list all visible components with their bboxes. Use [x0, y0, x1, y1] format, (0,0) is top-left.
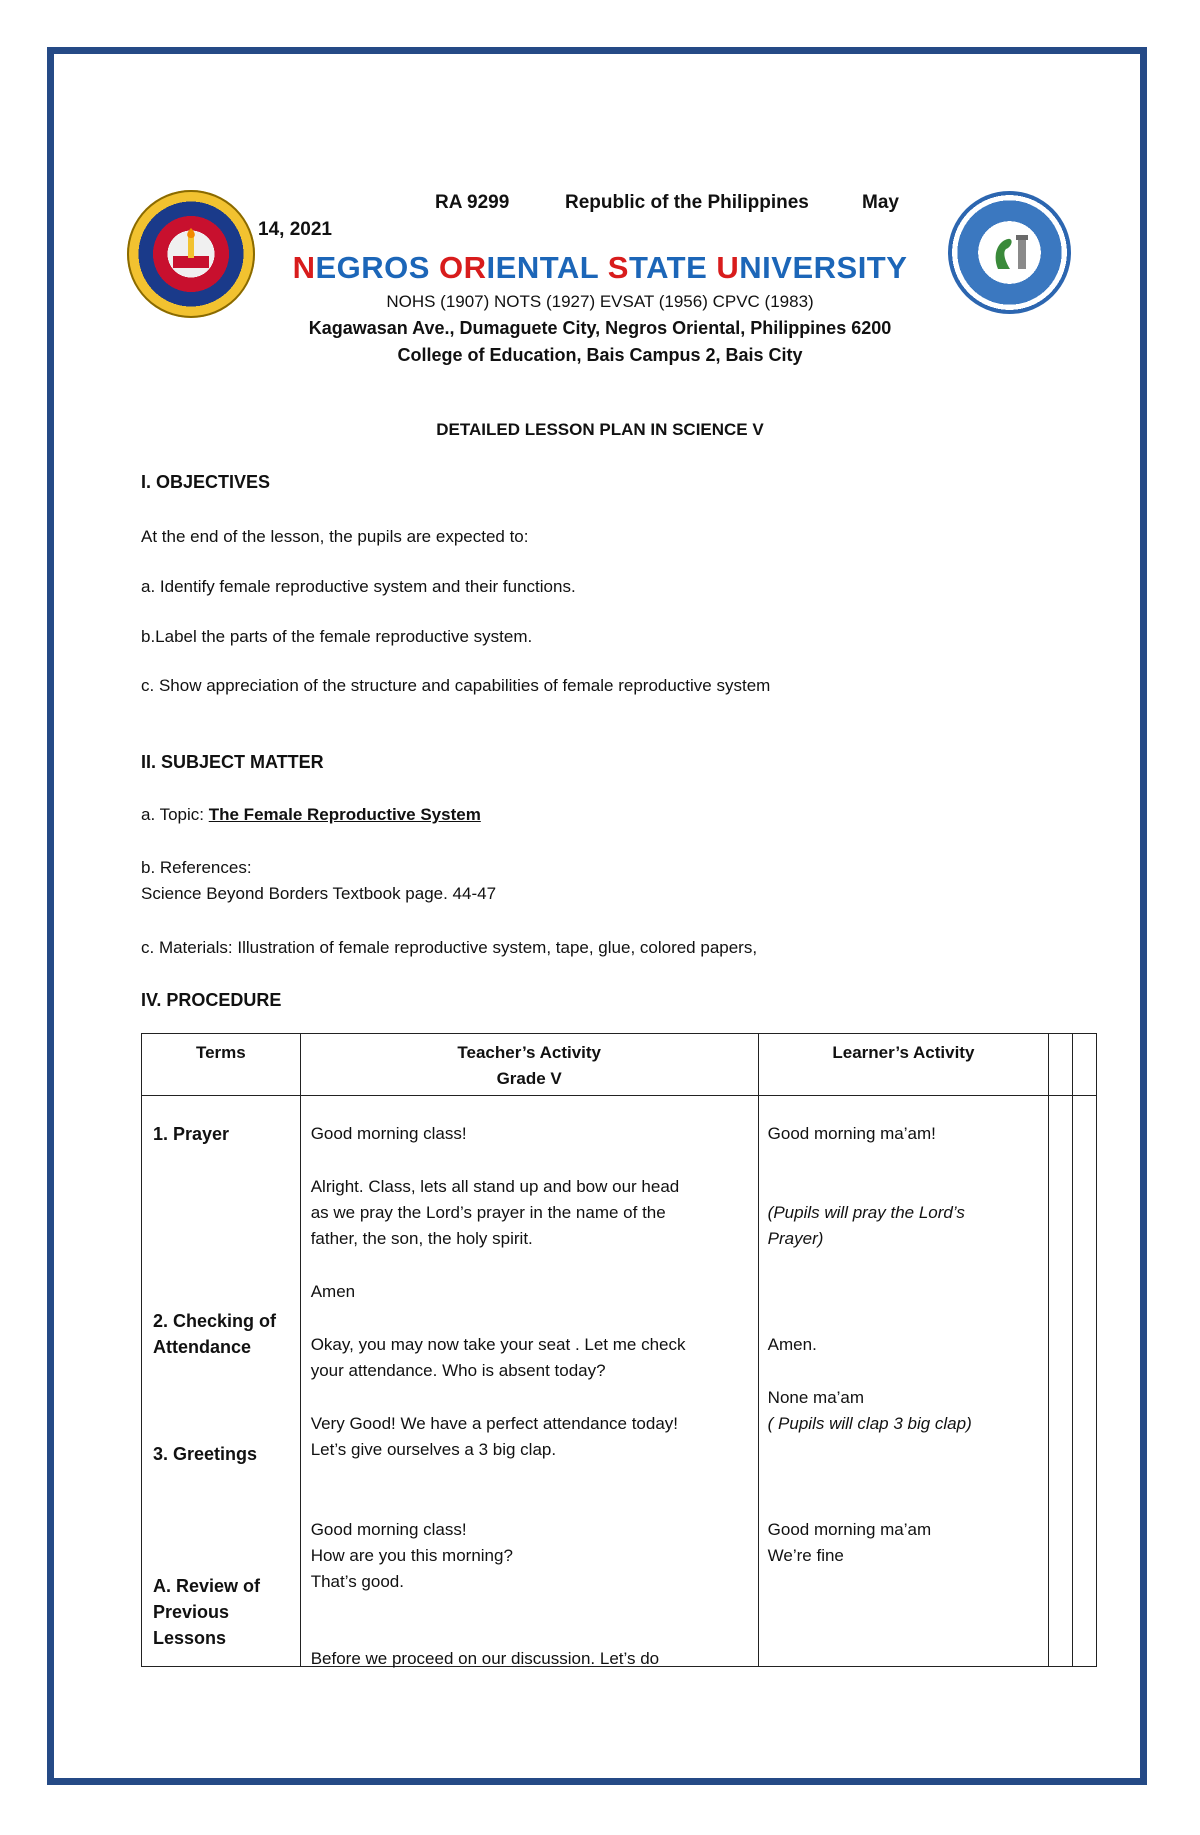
empty-cell: [1073, 1096, 1097, 1667]
objectives-heading: I. OBJECTIVES: [141, 472, 271, 492]
teacher-line: Good morning class!: [310, 1124, 467, 1143]
uni-part: IENTAL: [486, 250, 608, 285]
teacher-line: How are you this morning?: [310, 1546, 513, 1565]
uni-part: S: [607, 250, 629, 285]
term: Lessons: [153, 1628, 227, 1648]
term: 3. Greetings: [153, 1444, 258, 1464]
term: Attendance: [153, 1337, 252, 1357]
teacher-line: Very Good! We have a perfect attendance today!: [310, 1414, 679, 1433]
objective-item: a. Identify female reproductive system and their functions.: [141, 577, 576, 596]
uni-part: EGROS: [315, 250, 440, 285]
history-line: NOHS (1907) NOTS (1927) EVSAT (1956) CPVC (1983): [386, 292, 814, 311]
procedure-heading: IV. PROCEDURE: [141, 990, 282, 1010]
col-learner: Learner’s Activity: [758, 1034, 1048, 1096]
learner-line: We’re fine: [767, 1546, 844, 1565]
table-row: [142, 1096, 1097, 1667]
table-header-row: [142, 1034, 1097, 1096]
teacher-line: as we pray the Lord’s prayer in the name of the: [310, 1203, 666, 1222]
uni-part: U: [716, 250, 740, 285]
learner-line: Amen.: [767, 1335, 817, 1354]
university-name: [0, 250, 1200, 286]
learner-line: ( Pupils will clap 3 big clap): [767, 1414, 972, 1433]
date-part2: 14, 2021: [258, 219, 332, 240]
uni-part: OR: [439, 250, 487, 285]
terms-cell: [142, 1096, 301, 1667]
references-label: b. References:: [141, 858, 252, 877]
uni-part: TATE: [628, 250, 717, 285]
term: 2. Checking of: [153, 1311, 277, 1331]
learner-line: Good morning ma’am: [767, 1520, 932, 1539]
empty-cell: [1049, 1096, 1073, 1667]
republic-text: Republic of the Philippines: [565, 192, 809, 213]
college-line: College of Education, Bais Campus 2, Bais City: [397, 345, 803, 365]
subject-matter-heading: II. SUBJECT MATTER: [141, 752, 324, 772]
topic-label: a. Topic:: [141, 805, 209, 824]
col-teacher: Teacher’s Activity Grade V: [300, 1034, 758, 1096]
term: 1. Prayer: [153, 1124, 230, 1144]
uni-part: N: [292, 250, 316, 285]
materials-line: c. Materials: Illustration of female reproductive system, tape, glue, colored papers,: [141, 938, 758, 957]
col-terms: Terms: [142, 1034, 301, 1096]
teacher-line: Okay, you may now take your seat . Let me check: [310, 1335, 686, 1354]
address-line: Kagawasan Ave., Dumaguete City, Negros Oriental, Philippines 6200: [308, 318, 892, 338]
teacher-cell: [300, 1096, 758, 1667]
teacher-line: Good morning class!: [310, 1520, 467, 1539]
col-empty: [1049, 1034, 1073, 1096]
teacher-line: That’s good.: [310, 1572, 404, 1591]
references-value: Science Beyond Borders Textbook page. 44-47: [141, 884, 497, 903]
document-title: DETAILED LESSON PLAN IN SCIENCE V: [436, 420, 764, 439]
learner-line: None ma’am: [767, 1388, 865, 1407]
objectives-intro: At the end of the lesson, the pupils are expected to:: [141, 527, 529, 546]
teacher-line: Alright. Class, lets all stand up and bow our head: [310, 1177, 680, 1196]
topic-line: [141, 805, 481, 825]
term: A. Review of: [153, 1576, 261, 1596]
uni-part: NIVERSITY: [739, 250, 908, 285]
learner-line: Prayer): [767, 1229, 824, 1248]
topic-value: The Female Reproductive System: [208, 805, 481, 824]
objective-item: b.Label the parts of the female reproductive system.: [141, 627, 533, 646]
learner-cell: [758, 1096, 1048, 1667]
teacher-line: father, the son, the holy spirit.: [310, 1229, 533, 1248]
date-part1: May: [862, 192, 899, 213]
teacher-line: Before we proceed on our discussion. Let’s do: [310, 1649, 660, 1668]
learner-line: Good morning ma’am!: [767, 1124, 936, 1143]
learner-line: (Pupils will pray the Lord’s: [767, 1203, 965, 1222]
objective-item: c. Show appreciation of the structure and capabilities of female reproductive system: [141, 676, 771, 695]
teacher-line: Amen: [310, 1282, 356, 1301]
col-empty: [1073, 1034, 1097, 1096]
procedure-table: [141, 1033, 1097, 1667]
teacher-line: Let’s give ourselves a 3 big clap.: [310, 1440, 557, 1459]
term: Previous: [153, 1602, 230, 1622]
ra-number: RA 9299: [435, 192, 510, 213]
teacher-line: your attendance. Who is absent today?: [310, 1361, 606, 1380]
